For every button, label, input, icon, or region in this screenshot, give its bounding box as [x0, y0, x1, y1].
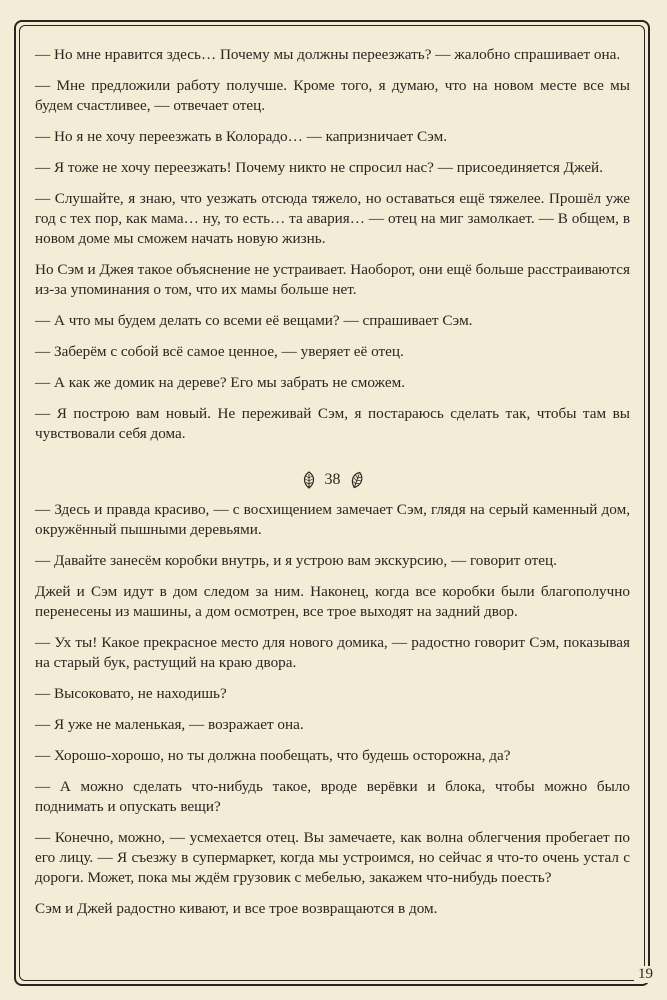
leaf-icon	[301, 471, 317, 489]
paragraph: — Я уже не маленькая, — возражает она.	[35, 716, 304, 733]
paragraph: — Но я не хочу переезжать в Колорадо… — капризничает Сэм.	[35, 128, 448, 145]
paragraph: — Слушайте, я знаю, что уезжать отсюда тяжело, но оставаться ещё тяжелее. Прошёл уже год с тех пор, как мама… ну, то есть… та авария… — отец на миг замолкает. — В общем, в новом доме мы сможем начать новую жизнь.	[35, 190, 630, 247]
paragraph: — Здесь и правда красиво, — с восхищением замечает Сэм, глядя на серый каменный дом, окружённый пышными деревьями.	[35, 501, 630, 538]
paragraph: — Хорошо-хорошо, но ты должна пообещать, что будешь осторожна, да?	[35, 747, 511, 764]
paragraph: — Заберём с собой всё самое ценное, — уверяет её отец.	[35, 343, 404, 360]
leaf-icon	[349, 471, 365, 489]
paragraph: Сэм и Джей радостно кивают, и все трое возвращаются в дом.	[35, 900, 438, 917]
paragraph: Но Сэм и Джея такое объяснение не устраивает. Наоборот, они ещё больше расстраиваются из-за упоминания о том, что их мамы больше нет.	[35, 261, 630, 298]
paragraph: — Но мне нравится здесь… Почему мы должны переезжать? — жалобно спрашивает она.	[35, 46, 621, 63]
paragraph: Джей и Сэм идут в дом следом за ним. Наконец, когда все коробки были благополучно перенесены из машины, а дом осмотрен, все трое выходят на задний двор.	[35, 583, 630, 620]
section-number: 38	[324, 471, 341, 488]
paragraph: — Высоковато, не находишь?	[35, 685, 227, 702]
paragraph: — Мне предложили работу получше. Кроме того, я думаю, что на новом месте все мы будем счастливее, — отвечает отец.	[35, 77, 630, 114]
paragraph: — Я тоже не хочу переезжать! Почему никто не спросил нас? — присоединяется Джей.	[35, 159, 603, 176]
section-marker	[35, 470, 630, 490]
paragraph: — Я построю вам новый. Не переживай Сэм, я постараюсь сделать так, чтобы там вы чувствовали себя дома.	[35, 405, 630, 442]
page-number: 19	[634, 966, 655, 983]
paragraph: — Конечно, можно, — усмехается отец. Вы замечаете, как волна облегчения пробегает по его лицу. — Я съезжу в супермаркет, когда мы устроимся, но сейчас я что-то очень устал с дороги. Может, пока мы ждём грузовик с мебелью, закажем что-нибудь поесть?	[35, 829, 630, 886]
paragraph: — А как же домик на дереве? Его мы забрать не сможем.	[35, 374, 405, 391]
paragraph: — А что мы будем делать со всеми её вещами? — спрашивает Сэм.	[35, 312, 473, 329]
page-text	[35, 45, 630, 930]
paragraph: — Давайте занесём коробки внутрь, и я устрою вам экскурсию, — говорит отец.	[35, 552, 557, 569]
text-block-top	[35, 45, 630, 444]
paragraph: — А можно сделать что-нибудь такое, вроде верёвки и блока, чтобы можно было поднимать и опускать вещи?	[35, 778, 630, 815]
text-block-bottom	[35, 500, 630, 919]
paragraph: — Ух ты! Какое прекрасное место для нового домика, — радостно говорит Сэм, показывая на старый бук, растущий на краю двора.	[35, 634, 630, 671]
